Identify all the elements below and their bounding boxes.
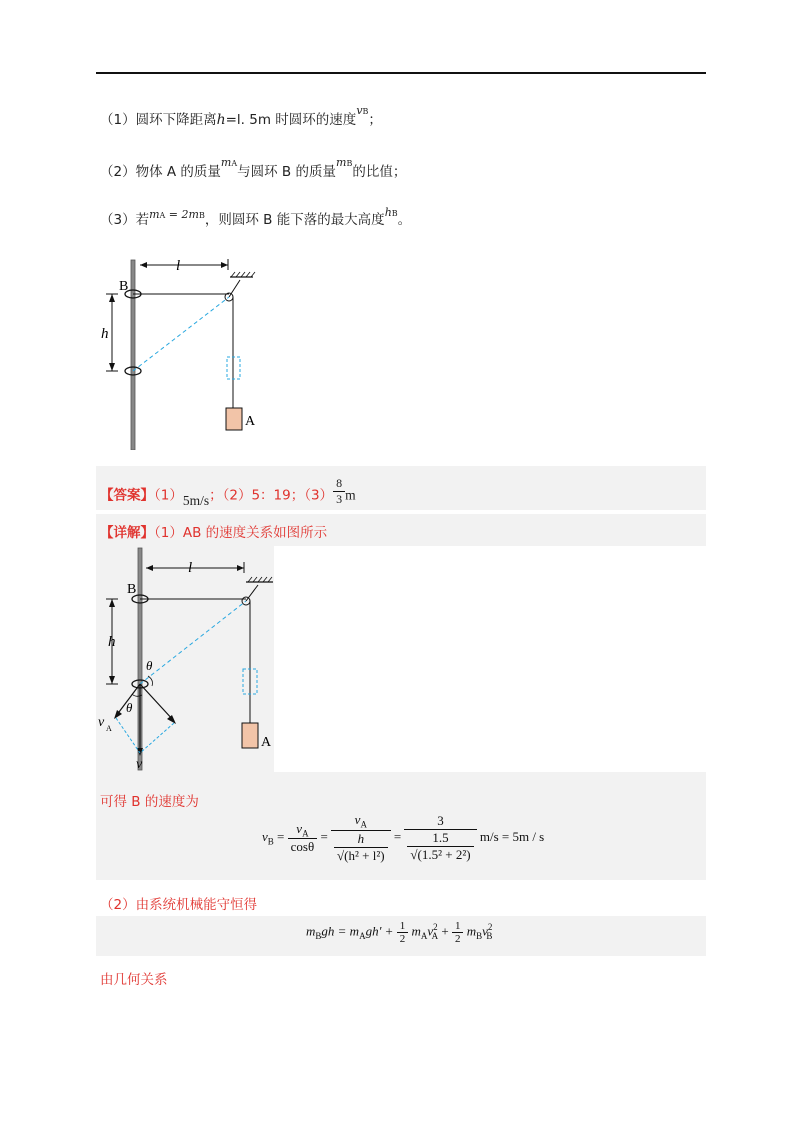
- fig2-label-theta-upper: θ: [146, 658, 153, 673]
- geometry-intro: 由几何关系: [100, 972, 168, 988]
- question-3: （3）若mA = 2mB，则圆环 B 能下落的最大高度hB。: [100, 206, 412, 228]
- fig2-label-a: A: [261, 735, 272, 750]
- figure-1: [100, 250, 270, 450]
- top-rule: [96, 72, 706, 74]
- velocity-equation: $v_B$ = $\frac{v_A}{\cos\theta}$ = $\frac{v_A}{\frac{h}{\text{√(h² + l²)}}}$ = $\frac{3}{\frac{1.5}{\text{√(1.5² + 2²)}}}$ m/s = 5m / s: [262, 812, 545, 863]
- energy-intro: （2）由系统机械能守恒得: [100, 897, 258, 913]
- detail-line: 【详解】（1）AB 的速度关系如图所示: [100, 525, 328, 541]
- fig1-label-l: l: [176, 258, 181, 274]
- fig1-label-b: B: [119, 279, 129, 294]
- fig1-label-h: h: [101, 326, 109, 342]
- velocity-intro: 可得 B 的速度为: [100, 794, 199, 810]
- fig2-label-h: h: [108, 634, 116, 650]
- fig2-label-b: B: [127, 582, 137, 597]
- question-1: （1）圆环下降距离h=l. 5m 时圆环的速度vB；: [100, 104, 382, 128]
- fig2-label-v: v: [136, 757, 143, 772]
- fig2-label-l: l: [188, 560, 193, 576]
- energy-equation: $m_Bgh = m_Agh'$ + $\frac{1}{2}$ $m_Av^2_A$ + $\frac{1}{2}$ $m_Bv^2_B$: [306, 920, 493, 945]
- answer-line: 【答案】（1）5m/s；（2）5：19；（3） $\frac{8}{3}$ m: [100, 476, 356, 508]
- fig2-label-theta-lower: θ: [126, 700, 133, 715]
- fig1-label-a: A: [245, 414, 256, 429]
- fig2-label-va: v: [98, 715, 105, 730]
- figure-2: [96, 546, 274, 772]
- question-2: （2）物体 A 的质量mA与圆环 B 的质量mB的比值；: [100, 156, 407, 180]
- fig2-label-va-sub: A: [106, 724, 112, 733]
